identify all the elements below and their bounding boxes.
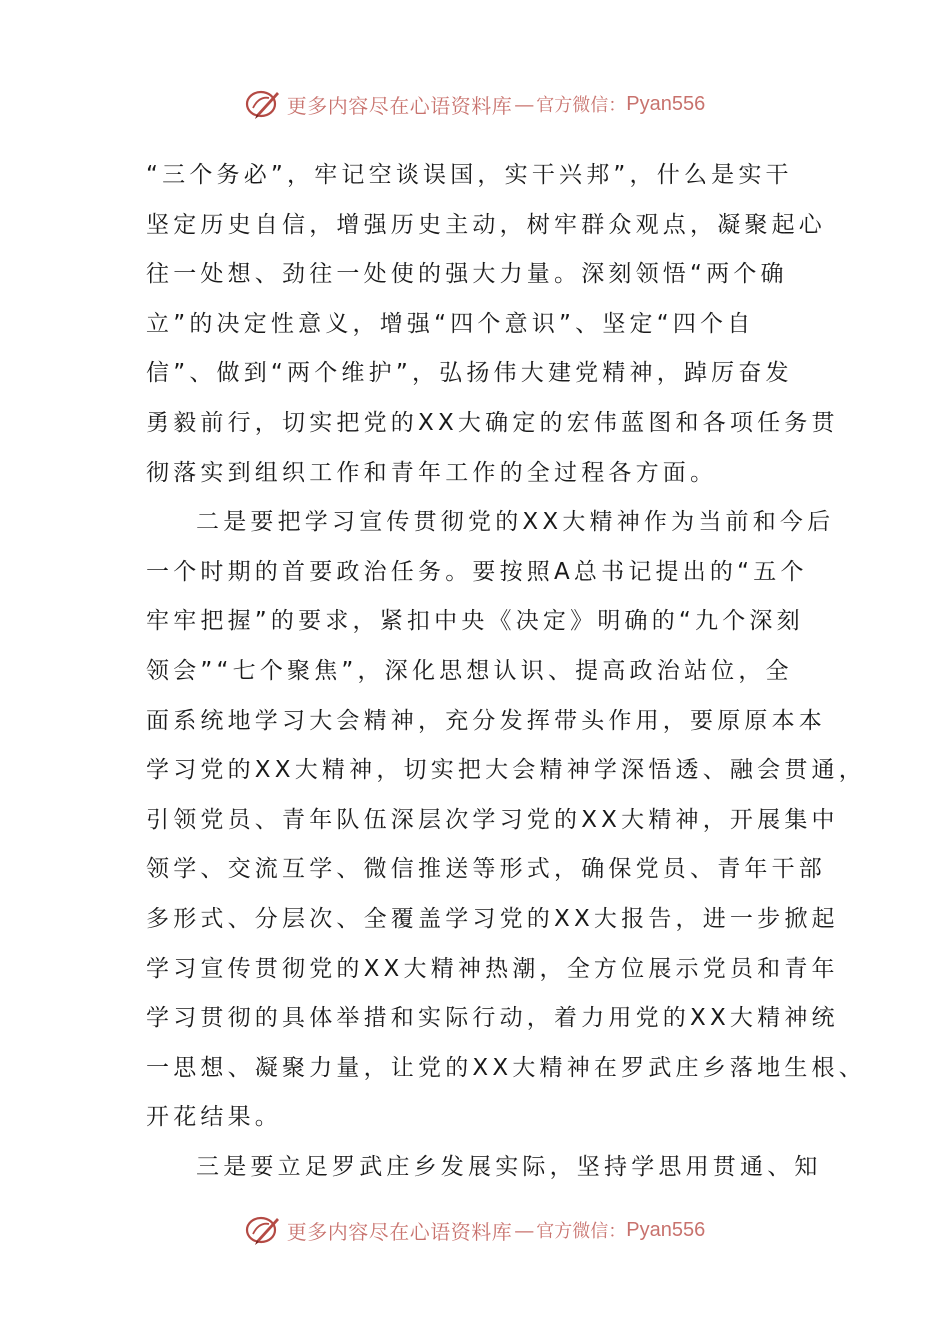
wechat-label: 官方微信： [536,95,627,116]
text-line: “三个务必”，牢记空谈误国，实干兴邦”，什么是实干 [146,162,793,188]
banner-text: 更多内容尽在心语资料库 [286,1219,513,1244]
text-line: 学习党的XX大精神，切实把大会精神学深悟透、融会贯通， [146,757,866,784]
text-line: 往一处想、劲往一处使的强大力量。深刻领悟“两个确 [146,261,788,288]
document-body [146,151,866,1192]
pen-logo-icon [245,86,281,122]
text-line: 多形式、分层次、全覆盖学习党的XX大报告，进一步掀起 [146,905,839,932]
wechat-id: Pyan556 [626,1218,706,1241]
text-line: 信”、做到“两个维护”，弘扬伟大建党精神，踔厉奋发 [146,360,793,387]
text-line: 引领党员、青年队伍深层次学习党的XX大精神，开展集中 [146,806,839,833]
text-line: 开花结果。 [146,1104,282,1131]
paragraph-start-line: 三是要立足罗武庄乡发展实际，坚持学思用贯通、知 [196,1153,822,1180]
text-line: 学习贯彻的具体举措和实际行动，着力用党的XX大精神统 [146,1005,839,1032]
paragraph-start-line: 二是要把学习宣传贯彻党的XX大精神作为当前和今后 [196,509,835,536]
banner-text: 更多内容尽在心语资料库 [286,93,513,118]
footer-banner [0,1210,950,1250]
text-line: 一个时期的首要政治任务。要按照A总书记提出的“五个 [146,558,808,585]
wechat-id: Pyan556 [626,92,706,115]
text-line: 牢牢把握”的要求，紧扣中央《决定》明确的“九个深刻 [146,608,804,635]
text-line: 一思想、凝聚力量，让党的XX大精神在罗武庄乡落地生根、 [146,1054,866,1081]
banner-dash: — [514,1218,535,1242]
text-line: 彻落实到组织工作和青年工作的全过程各方面。 [146,459,718,486]
text-line: 学习宣传贯彻党的XX大精神热潮，全方位展示党员和青年 [146,955,839,982]
banner-dash: — [514,92,535,116]
header-banner [0,84,950,124]
text-line: 勇毅前行，切实把党的XX大确定的宏伟蓝图和各项任务贯 [146,409,839,436]
text-line: 面系统地学习大会精神，充分发挥带头作用，要原原本本 [146,707,826,734]
text-line: 坚定历史自信，增强历史主动，树牢群众观点，凝聚起心 [146,211,826,238]
text-line: 领学、交流互学、微信推送等形式，确保党员、青年干部 [146,856,826,883]
wechat-label: 官方微信： [536,1221,627,1242]
text-line: 立”的决定性意义，增强“四个意识”、坚定“四个自 [146,310,755,337]
text-line: 领会”“七个聚焦”，深化思想认识、提高政治站位，全 [146,657,793,684]
pen-logo-icon [245,1212,281,1248]
